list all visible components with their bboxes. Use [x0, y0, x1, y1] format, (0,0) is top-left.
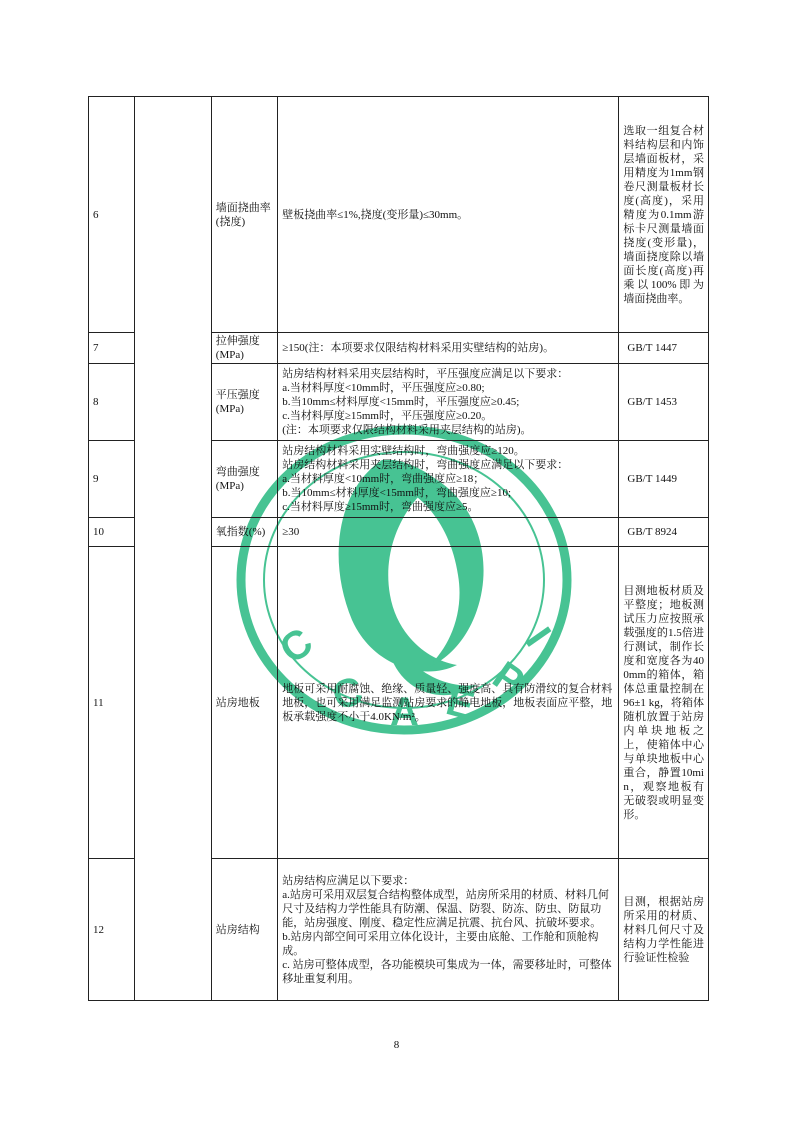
item-name: 站房地板: [211, 547, 277, 859]
requirement-line: b.站房内部空间可采用立体化设计，主要由底舱、工作舱和顶舱构成。: [282, 930, 599, 957]
seal-letter: A: [390, 690, 419, 734]
requirement-line: 地板可采用耐腐蚀、绝缘、质量轻、强度高、具有防滑纹的复合材料地板，也可采用满足监测站房要求的静电地板，地板表面应平整，地板承载强度不小于4.0KN/m²。: [282, 682, 613, 723]
requirement-line: c. 站房可整体成型，各功能模块可集成为一体，需要移址时，可整体移址重复利用。: [282, 958, 612, 985]
row-number: 7: [89, 333, 135, 364]
requirement-line: 站房结构材料采用实壁结构时，弯曲强度应≥120。: [282, 445, 525, 457]
requirement-cell: [278, 441, 619, 518]
seal-letter: E: [441, 679, 479, 729]
requirement-line: ≥30: [282, 526, 300, 538]
test-method: GB/T 8924: [619, 518, 709, 547]
row-number: 12: [89, 859, 135, 1001]
requirement-line: a.当材料厚度<10mm时，平压强度应≥0.80;: [282, 382, 485, 394]
seal-letter: P: [484, 653, 532, 705]
test-method: 选取一组复合材料结构层和内饰层墙面板材，采用精度为1mm钢卷尺测量板材长度(高度)，采用精度为0.1mm游标卡尺测量墙面挠度(变形量)，墙面挠度除以墙面长度(高度)再乘以100%即为墙面挠曲率。: [619, 97, 709, 333]
requirement-line: 壁板挠曲率≤1%,挠度(变形量)≤30mm。: [282, 208, 469, 221]
item-name: 平压强度(MPa): [211, 364, 277, 441]
requirement-cell: [278, 97, 619, 333]
test-method: GB/T 1447: [619, 333, 709, 364]
requirement-cell: [278, 859, 619, 1001]
row-number: 10: [89, 518, 135, 547]
requirement-line: a.站房可采用双层复合结构整体成型，站房所采用的材质、材料几何尺寸及结构力学性能具有防潮、保温、防裂、防冻、防虫、防鼠功能，站房强度、刚度、稳定性应满足抗震、抗台风、抗破坏要求。: [282, 888, 609, 929]
row-number: 9: [89, 441, 135, 518]
requirement-cell: [278, 518, 619, 547]
seal-letter: C: [327, 668, 368, 719]
item-name: 拉伸强度(MPa): [211, 333, 277, 364]
row-number: 6: [89, 97, 135, 333]
requirement-line: 站房结构材料采用夹层结构时，弯曲强度应满足以下要求：: [282, 459, 569, 471]
requirement-line: (注：本项要求仅限结构材料采用夹层结构的站房)。: [282, 424, 532, 436]
item-name: 墙面挠曲率(挠度): [211, 97, 277, 333]
test-method: 目测地板材质及平整度；地板测试压力应按照承载强度的1.5倍进行测试，制作长度和宽度各为400mm的箱体，箱体总重量控制在96±1 kg，将箱体随机放置于站房内单块地板之上，使箱体中心与单块地板中心重合，静置10min，观察地板有无破裂或明显变形。: [619, 547, 709, 859]
requirement-line: a.当材料厚度<10mm时，弯曲强度应≥18；: [282, 473, 485, 485]
page-number: 8: [393, 1039, 400, 1051]
row-number: 8: [89, 364, 135, 441]
requirement-cell: [278, 333, 619, 364]
seal-letter: I: [516, 619, 560, 655]
requirement-line: c.当材料厚度≥15mm时，平压强度应≥0.20。: [282, 410, 493, 422]
test-method: 目测，根据站房所采用的材质、材料几何尺寸及结构力学性能进行验证性检验: [619, 859, 709, 1001]
requirement-line: ≥150(注：本项要求仅限结构材料采用实壁结构的站房)。: [282, 342, 555, 354]
item-name: 站房结构: [211, 859, 277, 1001]
requirement-line: b.当10mm≤材料厚度<15mm时，弯曲强度应≥10;: [282, 487, 512, 499]
table-row: [89, 97, 709, 333]
requirement-cell: [278, 547, 619, 859]
seal-letter: C: [271, 619, 321, 673]
requirement-cell: [278, 364, 619, 441]
test-method: GB/T 1449: [619, 441, 709, 518]
item-name: 弯曲强度(MPa): [211, 441, 277, 518]
requirement-line: b.当10mm≤材料厚度<15mm时，平压强度应≥0.45;: [282, 396, 520, 408]
requirement-line: c.当材料厚度≥15mm时，弯曲强度应≥5。: [282, 501, 479, 513]
spec-table: [88, 96, 709, 1001]
test-method: GB/T 1453: [619, 364, 709, 441]
requirement-line: 站房结构应满足以下要求：: [282, 874, 415, 887]
category-cell: [135, 97, 211, 1001]
item-name: 氧指数(%): [211, 518, 277, 547]
row-number: 11: [89, 547, 135, 859]
requirement-line: 站房结构材料采用夹层结构时，平压强度应满足以下要求：: [282, 368, 569, 380]
